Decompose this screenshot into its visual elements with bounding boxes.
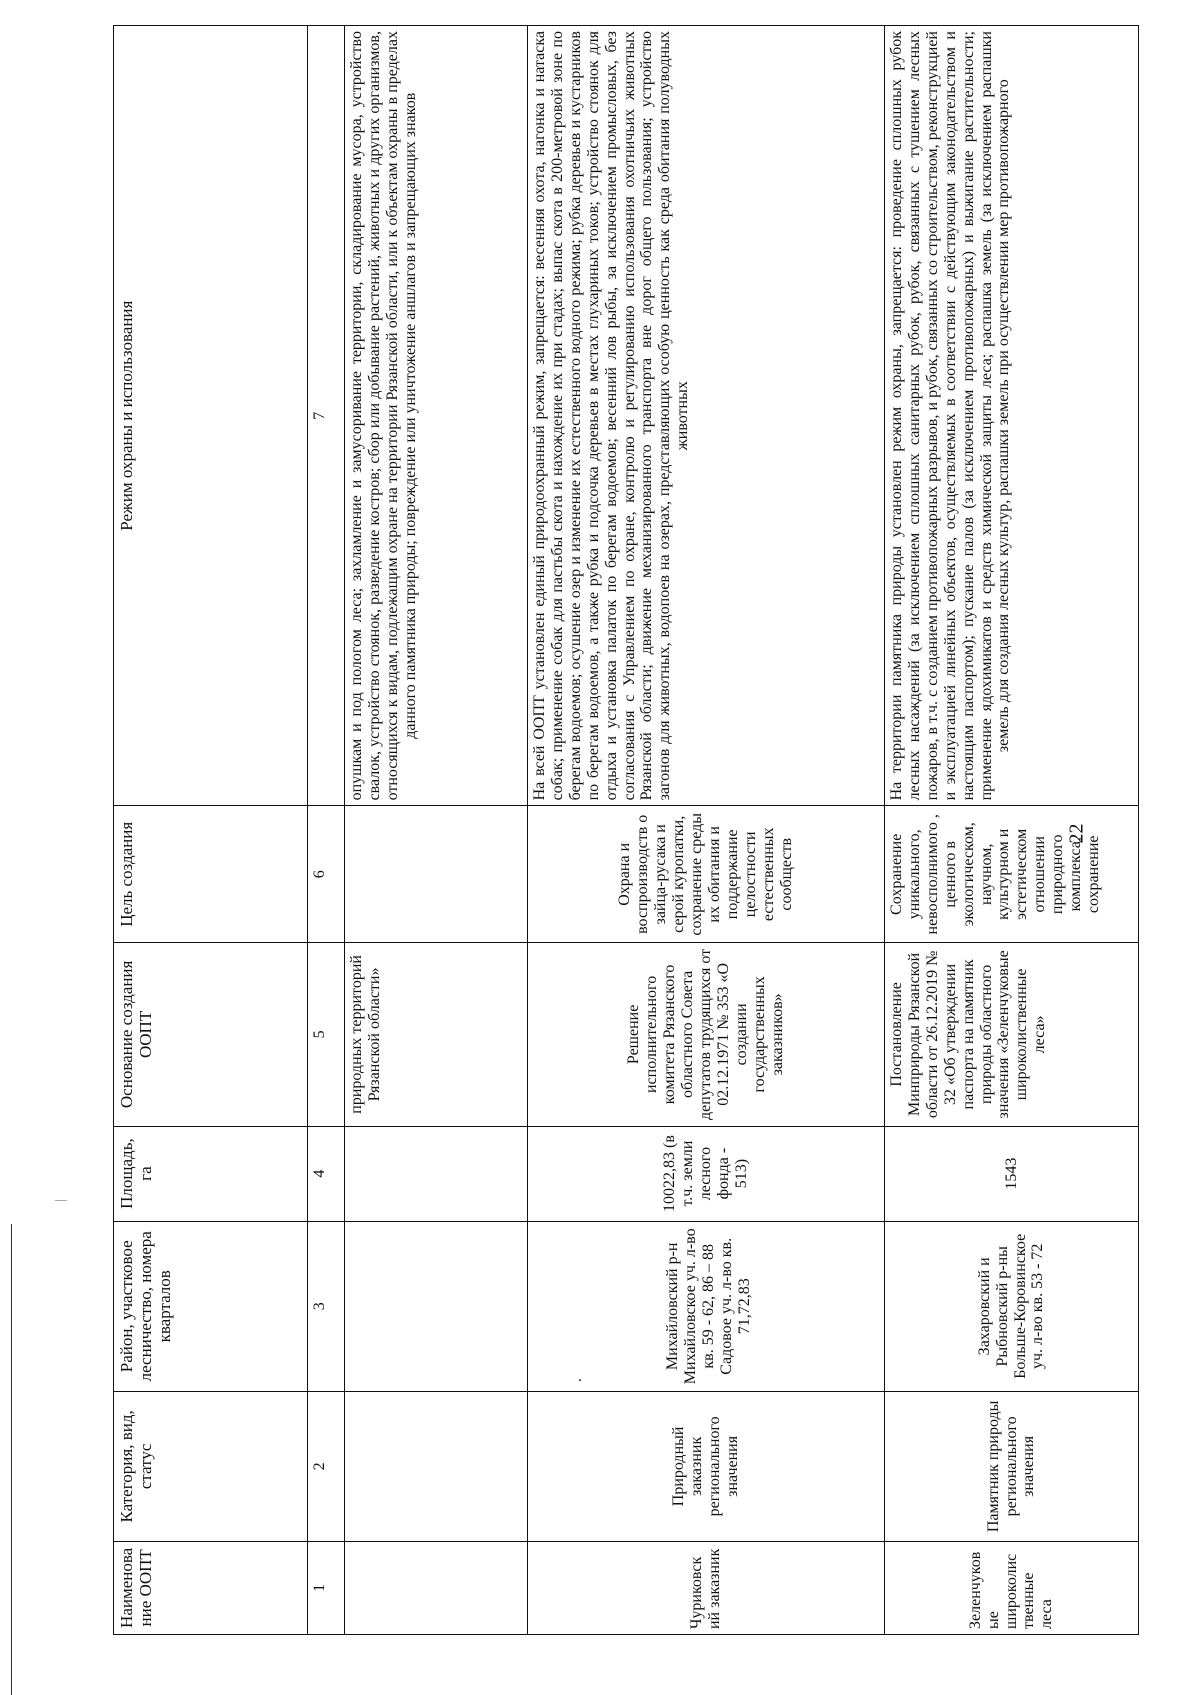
header-area: Площадь, га	[114, 1126, 308, 1221]
cell-goal: Охрана и воспроизводств о зайца-русака и серой куропатки, сохранение среды их обитания и поддержание целостности естественных сообществ	[528, 806, 885, 943]
column-number: 5	[308, 943, 345, 1126]
cell-category: Памятник природы регионального значения	[885, 1392, 1139, 1542]
header-name: Наименова ние ООПТ	[114, 1541, 308, 1634]
cell-category: Природный заказник регионального значения	[528, 1392, 885, 1542]
table-row	[885, 26, 1139, 1635]
binding-edge-line	[11, 1224, 12, 1695]
cell-area: 10022,83 (в т.ч. земли лесного фонда - 513)	[528, 1126, 885, 1221]
cell-basis: Постановление Минприроды Рязанской области от 26.12.2019 № 32 «Об утверждении паспорта на памятник природы областного значения «Зеленчуковые широколиственные леса»	[885, 943, 1139, 1126]
binding-tick-mark	[55, 1200, 67, 1201]
column-number: 1	[308, 1541, 345, 1634]
header-regime: Режим охраны и использования	[114, 26, 308, 806]
cell-area	[345, 1126, 528, 1221]
header-row	[114, 26, 308, 1635]
column-number: 4	[308, 1126, 345, 1221]
column-number: 7	[308, 26, 345, 806]
cell-regime: опушкам и под пологом леса; захламление и замусоривание территории, складирование мусора, устройство свалок, устройство стоянок, разведение костров; сбор или добывание растений, животных и других организмов, относящихся к видам, подлежащим охране на территории Рязанской области, или к объектам охраны в пределах данного памятника природы; повреждение или уничтожение аншлагов и запрещающих знаков	[345, 26, 528, 806]
cell-regime: На всей ООПТ установлен единый природоохранный режим, запрещается: весенняя охота, нагонка и натаска собак; применение собак для пастьбы скота и нахождение их при стадах; выпас скота в 200-метровой зоне по берегам водоемов; осушение озер и изменение их естественного водного режима; рубка деревьев и кустарников по берегам водоемов, а также рубка и подсочка деревьев в местах глухариных токов; устройство стоянок для отдыха и установка палаток по берегам водоемов; весенний лов рыбы, за исключением промысловых, без согласования с Управлением по охране, контролю и регулированию использования охотничьих животных Рязанской области; движение механизированного транспорта вне дорог общего пользования; устройство загонов для животных, водопоев на озерах, представляющих особую ценность как среда обитания полуводных животных	[528, 26, 885, 806]
cell-name: Зеленчуков ые широколис твенные леса	[885, 1541, 1139, 1634]
column-number-row	[308, 26, 345, 1635]
cell-name: Чуриковск ий заказник	[528, 1541, 885, 1634]
column-number: 3	[308, 1221, 345, 1392]
cell-goal	[345, 806, 528, 943]
header-category: Категория, вид, статус	[114, 1392, 308, 1542]
cell-basis: Решение исполнительного комитета Рязанского областного Совета депутатов трудящихся от 02.12.1971 № 353 «О создании государственных заказников»	[528, 943, 885, 1126]
cell-goal: Сохранение уникального, невосполнимого , ценного в экологическом, научном, культурном и эстетическом отношении природного комплекса, сохранение	[885, 806, 1139, 943]
cell-regime: На территории памятника природы установлен режим охраны, запрещается: проведение сплошных рубок лесных насаждений (за исключением сплошных санитарных рубок, рубок, связанных с тушением лесных пожаров, в т.ч. с созданием противопожарных разрывов, и рубок, связанных со строительством, реконструкцией и эксплуатацией линейных объектов, осуществляемых в соответствии с действующим законодательством и настоящим паспортом); пускание палов (за исключением противопожарных) и выжигание растительности; применение ядохимикатов и средств химической защиты леса; распашка земель (за исключением распашки земель для создания лесных культур, распашки земель при осуществлении мер противопожарного	[885, 26, 1139, 806]
table-row	[528, 26, 885, 1635]
cell-district	[345, 1221, 528, 1392]
cell-category	[345, 1392, 528, 1542]
rotated-table-frame	[113, 25, 1135, 1635]
district-text: Михайловский р-н Михайловское уч. л-во кв. 59 - 62, 86 – 88 Садовое уч. л-во кв. 71,72,83	[664, 1228, 753, 1385]
cell-district: Захаровский и Рыбновский р-ны Больше-Коровинское уч. л-во кв. 53 - 72	[885, 1221, 1139, 1392]
cell-name	[345, 1541, 528, 1634]
ootp-table	[113, 25, 1139, 1635]
cell-basis: природных территорий Рязанской области»	[345, 943, 528, 1126]
column-number: 2	[308, 1392, 345, 1542]
header-goal: Цель создания	[114, 806, 308, 943]
header-basis: Основание создания ООПТ	[114, 943, 308, 1126]
page-number: 22	[1065, 823, 1088, 844]
table-row	[345, 26, 528, 1635]
stray-dot: .	[568, 1378, 586, 1383]
column-number: 6	[308, 806, 345, 943]
cell-district	[528, 1221, 885, 1392]
header-district: Район, участковое лесничество, номера кварталов	[114, 1221, 308, 1392]
cell-area: 1543	[885, 1126, 1139, 1221]
